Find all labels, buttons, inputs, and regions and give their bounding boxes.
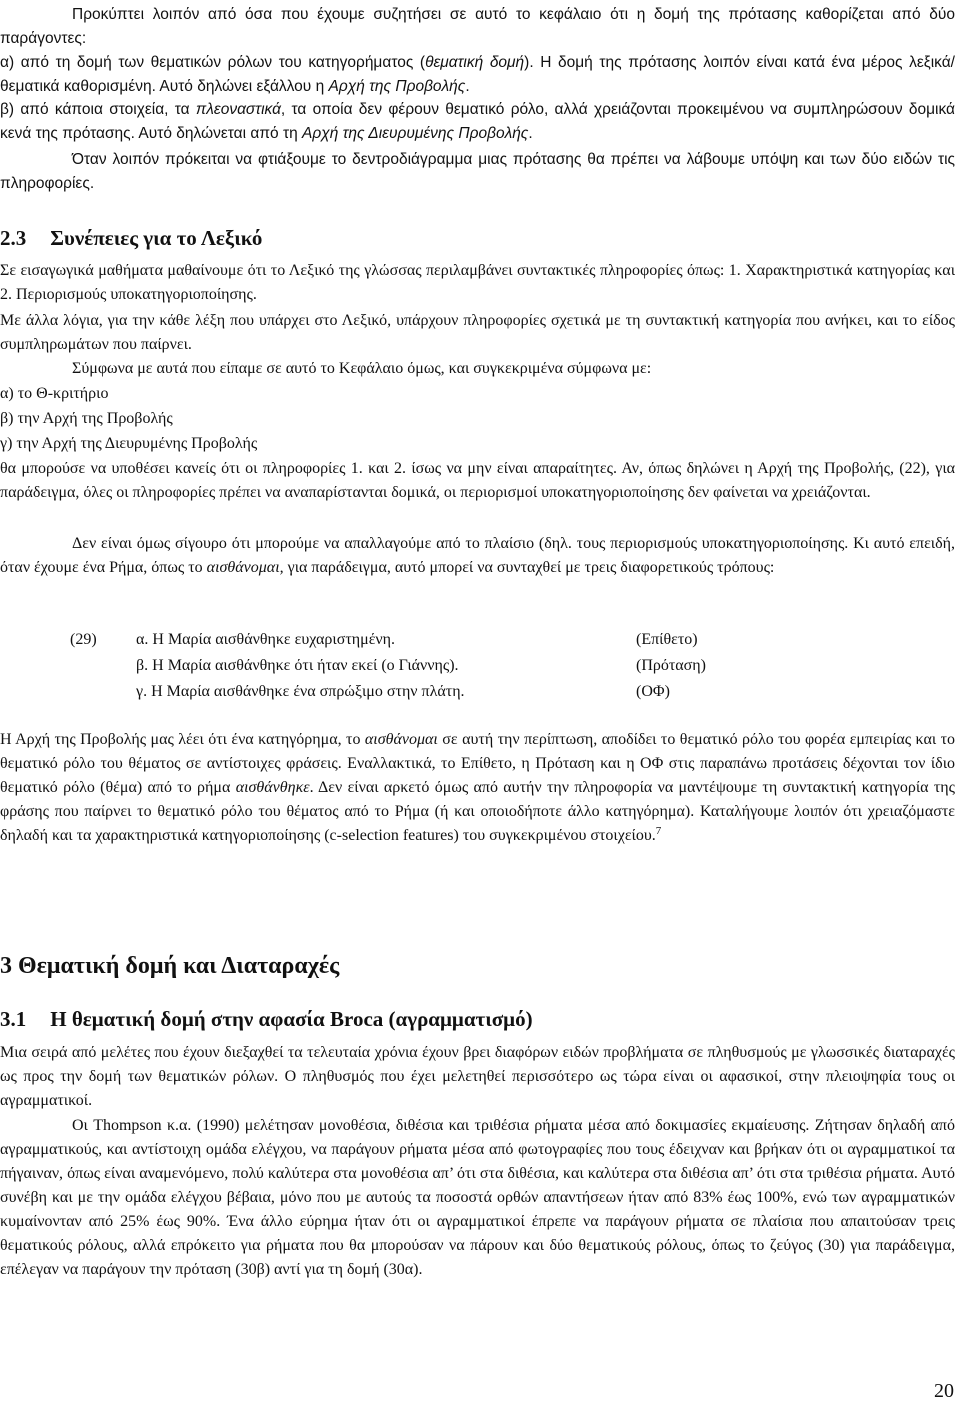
paragraph-projection-principle: Η Αρχή της Προβολής μας λέει ότι ένα κατηγόρημα, το αισθάνομαι σε αυτή την περίπτωση, αποδίδει το θεματικό ρόλο του φορέα εμπειρίας και το θεματικό ρόλο του θέματος σε αντίστοιχες φράσεις. Εναλλακτικά, το Επίθετο, η Πρόταση και η ΟΦ στις παραπάνω προτάσεις δέχονται τον ίδιο θεματικό ρόλο (θέμα) από το ρήμα αισθάνθηκε. Δεν είναι αρκετό όμως από αυτήν την πληροφορία να μαντέψουμε τη συντακτική κατηγορία της φράσης που παίρνει το θεματικό ρόλο του θέματος από το Ρήμα (ή και οποιοδήποτε άλλο κατηγόρημα). Καταλήγουμε λοιπόν ότι χρειαζόμαστε δηλαδή και τα χαρακτηριστικά κατηγοριοποίησης (c-selection features) του συγκεκριμένου στοιχείου.$^7$: [0, 731, 956, 844]
page-number: 20: [934, 1380, 954, 1402]
paragraph-lexicon-info: Με άλλα λόγια, για την κάθε λέξη που υπάρχει στο Λεξικό, υπάρχουν πληροφορίες σχετικά με τη συντακτική κατηγορία που ανήκει, και το είδος συμπληρωμάτων που παίρνει.: [0, 312, 955, 353]
list-item: γ) την Αρχή της Διευρυμένης Προβολής: [0, 435, 258, 452]
example-sentence: γ. Η Μαρία αισθάνθηκε ένα σπρώξιμο στην πλάτη.: [136, 683, 465, 700]
paragraph-thompson-study: Οι Thompson κ.α. (1990) μελέτησαν μονοθέσια, διθέσια και τριθέσια ρήματα μέσα από δοκιμασίες εκμαίευσης. Ζήτησαν δηλαδή από αγραμματικούς, και αντίστοιχη ομάδα ελέγχου, να παράγουν ρήματα μέσα από φωτογραφίες που τους έδειχναν και βρήκαν ότι οι αγραμματικοί τα πήγαιναν, όπως είναι αναμενόμενο, πολύ καλύτερα στα μονοθέσια απ’ ότι στα διθέσια, και καλύτερα στα διθέσια απ’ ότι στα τριθέσια ρήματα. Αυτό συνέβη και με την ομάδα ελέγχου βέβαια, μόνο που με αυτούς τα ποσοστά ορθών απαντήσεων ήταν από 83% έως 100%, ενώ των αγραμματικών κυμαίνονταν από 25% έως 90%. Ένα άλλο εύρημα ήταν ότι οι αγραμματικοί έπρεπε να παράγουν ρήματα σε πλαίσια που απαιτούσαν τρεις θεματικούς ρόλους, αλλά επρόκειτο για ρήματα που θα μπορούσαν να πάρουν και δύο θεματικούς ρόλους, όπως το ζεύγος (30) για παράδειγμα, επέλεγαν να παράγουν την πρόταση (30β) αντί για τη δομή (30α).: [0, 1117, 955, 1278]
paragraph-verb-frames: Δεν είναι όμως σίγουρο ότι μπορούμε να απαλλαγούμε από το πλαίσιο (δηλ. τους περιορισμούς υποκατηγοριοποίησης. Κι αυτό επειδή, όταν έχουμε ένα Ρήμα, όπως το αισθάνομαι, για παράδειγμα, αυτό μπορεί να συνταχθεί με τρεις διαφορετικούς τρόπους:: [0, 535, 955, 576]
paragraph-hypothesis: θα μπορούσε να υποθέσει κανείς ότι οι πληροφορίες 1. και 2. ίσως να μην είναι απαραίτητες. Αν, όπως δηλώνει η Αρχή της Προβολής, (22), για παράδειγμα, όλες οι πληροφορίες πρέπει να αναπαρίστανται δομικά, οι περιορισμοί υποκατηγοριοποίησης δεν φαίνεται να χρειάζονται.: [0, 460, 955, 501]
paragraph-intro: Προκύπτει λοιπόν από όσα που έχουμε συζητήσει σε αυτό το κεφάλαιο ότι η δομή της πρότασης καθορίζεται από δύο παράγοντες:: [0, 6, 955, 47]
chapter-heading-3: 3 Θεματική δομή και Διαταραχές: [0, 953, 340, 979]
example-sentence: α. Η Μαρία αισθάνθηκε ευχαριστημένη.: [136, 631, 396, 648]
example-number: (29): [70, 631, 97, 648]
paragraph-aphasia-intro: Μια σειρά από μελέτες που έχουν διεξαχθεί τα τελευταία χρόνια έχουν βρει διαφόρων ειδών προβλήματα σε πληθυσμούς με γλωσσικές διαταραχές ως προς την δομή των θεματικών ρόλων. Ο πληθυσμός που έχει μελετηθεί περισσότερο ως τώρα είναι οι αφασικοί, στην πλειοψηφία τους οι αγραμματικοί.: [0, 1044, 955, 1109]
example-tag: (ΟΦ): [636, 683, 670, 700]
example-sentence: β. Η Μαρία αισθάνθηκε ότι ήταν εκεί (ο Γιάννης).: [136, 657, 459, 674]
section-heading-2-3: 2.3 Συνέπειες για το Λεξικό: [0, 226, 263, 250]
example-tag: (Πρόταση): [636, 657, 706, 674]
example-tag: (Επίθετο): [636, 631, 698, 648]
list-item: β) την Αρχή της Προβολής: [0, 410, 173, 427]
paragraph-lexicon: Σε εισαγωγικά μαθήματα μαθαίνουμε ότι το Λεξικό της γλώσσας περιλαμβάνει συντακτικές πληροφορίες όπως: 1. Χαρακτηριστικά κατηγορίας και 2. Περιορισμούς υποκατηγοριοποίησης.: [0, 262, 955, 303]
paragraph-tree-note: Όταν λοιπόν πρόκειται να φτιάξουμε το δεντροδιάγραμμα μιας πρότασης θα πρέπει να λάβουμε υπόψη και των δύο ειδών τις πληροφορίες.: [0, 151, 955, 192]
paragraph-according: Σύμφωνα με αυτά που είπαμε σε αυτό το Κεφάλαιο όμως, και συγκεκριμένα σύμφωνα με:: [72, 360, 652, 377]
section-heading-3-1: 3.1 Η θεματική δομή στην αφασία Broca (αγραμματισμό): [0, 1007, 533, 1031]
footnote-ref: 7: [655, 825, 662, 837]
list-item: α) το Θ-κριτήριο: [0, 385, 109, 402]
paragraph-point-a: α) από τη δομή των θεματικών ρόλων του κατηγορήματος (θεματική δομή). Η δομή της πρότασης λοιπόν είναι κατά ένα μέρος λεξικά/θεματικά καθορισμένη. Αυτό δηλώνει εξάλλου η Αρχή της Προβολής.: [0, 54, 955, 95]
paragraph-point-b: β) από κάποια στοιχεία, τα πλεοναστικά, τα οποία δεν φέρουν θεματικό ρόλο, αλλά χρειάζονται προκειμένου να συμπληρώσουν δομικά κενά της πρότασης. Αυτό δηλώνεται από τη Αρχή της Διευρυμένης Προβολής.: [0, 101, 955, 142]
